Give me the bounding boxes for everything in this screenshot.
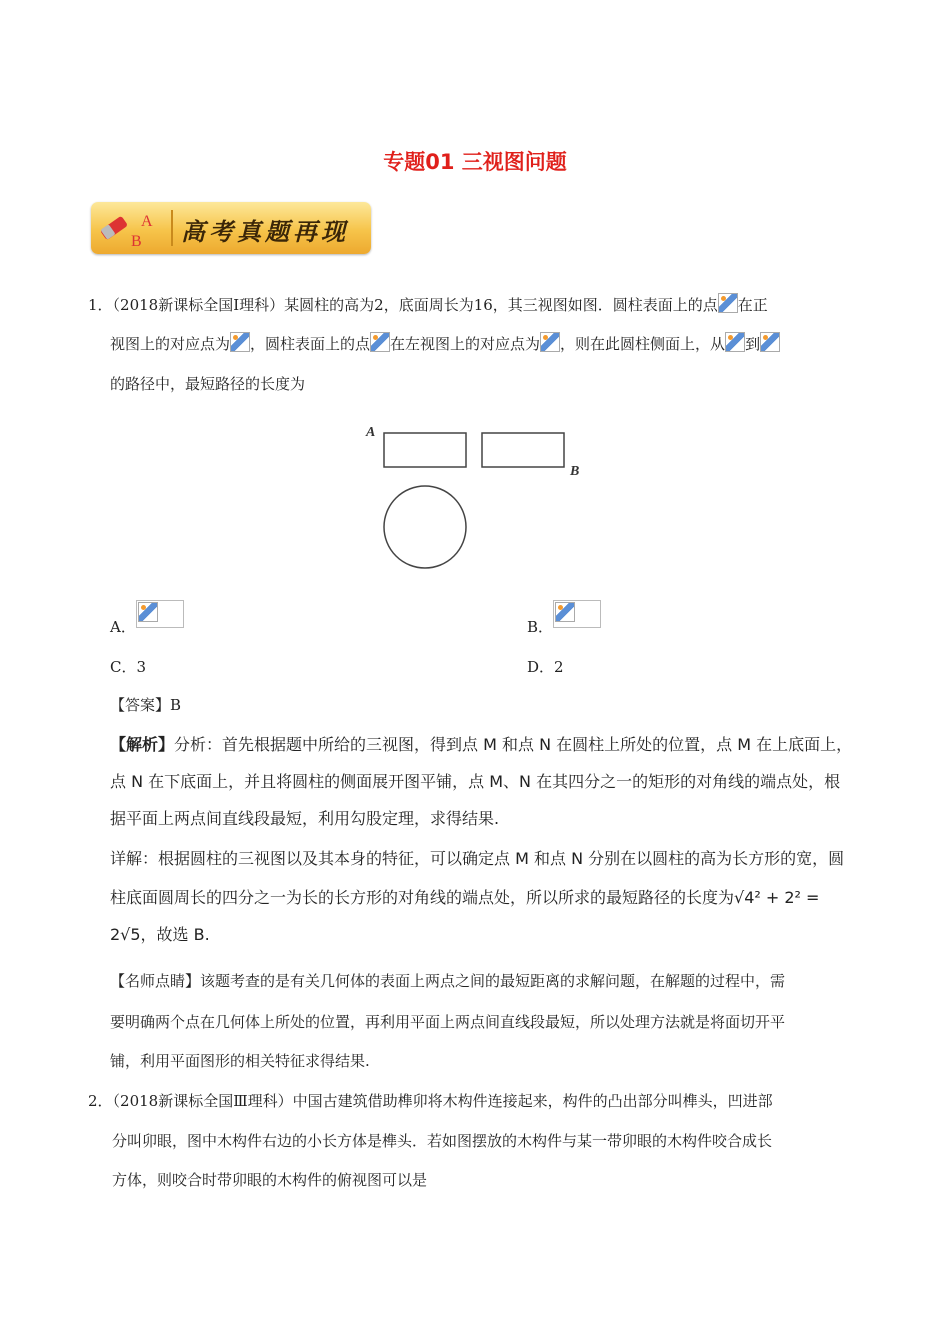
- side-view-rect: [482, 433, 564, 467]
- q1-line-2: 视图上的对应点为 ，圆柱表面上的点 在左视图上的对应点为 ，则在此圆柱侧面上，从 到: [110, 325, 780, 364]
- image-placeholder-icon: [555, 602, 575, 622]
- image-placeholder-icon: [138, 602, 158, 622]
- option-d[interactable]: D．2: [527, 658, 564, 676]
- q2-line-2: 分叫卯眼，图中木构件右边的小长方体是榫头．若如图摆放的木构件与某一带卯眼的木构件咬合成长: [112, 1132, 773, 1150]
- tip-line-2: 要明确两个点在几何体上所处的位置，再利用平面上两点间直线段最短，所以处理方法就是将面切开平: [110, 1013, 786, 1031]
- image-placeholder-icon: [725, 332, 745, 352]
- page-title: 专题01 三视图问题: [383, 150, 567, 174]
- option-a[interactable]: A．: [110, 600, 184, 647]
- q2-line-3: 方体，则咬合时带卯眼的木构件的俯视图可以是: [112, 1171, 428, 1189]
- front-view-rect: [384, 433, 466, 467]
- q2-line-1: 2．（2018新课标全国Ⅲ理科）中国古建筑借助榫卯将木构件连接起来，构件的凸出部分叫榫头，凹进部: [88, 1092, 773, 1110]
- badge-letter-a: A: [141, 213, 153, 230]
- analysis-line-6: 2√5，故选 B.: [110, 925, 210, 944]
- top-view-circle: [384, 486, 466, 568]
- analysis-line-2: 点 N 在下底面上，并且将圆柱的侧面展开图平铺，点 M、N 在其四分之一的矩形的对角线的端点处，根: [110, 772, 841, 791]
- banner-text: 高考真题再现: [181, 217, 349, 246]
- eraser-pencil-icon: [97, 206, 167, 250]
- option-b[interactable]: B．: [527, 600, 601, 647]
- analysis-line-1: 【解析】分析：首先根据题中所给的三视图，得到点 M 和点 N 在圆柱上所处的位置，点 M 在上底面上，: [110, 735, 853, 754]
- q1-line-1: 1．（2018新课标全国Ⅰ理科）某圆柱的高为2，底面周长为16，其三视图如图．圆柱表面上的点 在正: [88, 286, 768, 325]
- badge-letter-b: B: [131, 233, 142, 250]
- figure-label-a: A: [366, 425, 376, 440]
- image-placeholder-icon: [718, 293, 738, 313]
- image-placeholder-icon: [540, 332, 560, 352]
- image-placeholder-icon: [230, 332, 250, 352]
- tip-line-1: 【名师点睛】该题考查的是有关几何体的表面上两点之间的最短距离的求解问题，在解题的过程中，需: [110, 972, 786, 990]
- section-banner: [91, 202, 371, 254]
- analysis-line-5: 柱底面圆周长的四分之一为长的长方形的对角线的端点处，所以所求的最短路径的长度为√4² + 2² =: [110, 888, 820, 907]
- figure-label-b: B: [570, 464, 580, 479]
- banner-divider: [171, 210, 173, 246]
- option-c[interactable]: C．3: [110, 658, 147, 676]
- analysis-line-4: 详解：根据圆柱的三视图以及其本身的特征，可以确定点 M 和点 N 分别在以圆柱的高为长方形的宽，圆: [110, 849, 845, 868]
- image-placeholder-icon: [760, 332, 780, 352]
- image-placeholder-icon: [370, 332, 390, 352]
- three-view-figure: [360, 420, 590, 580]
- q1-line-3: 的路径中，最短路径的长度为: [110, 375, 306, 393]
- answer: 【答案】B: [110, 696, 182, 714]
- analysis-line-3: 据平面上两点间直线段最短，利用勾股定理，求得结果.: [110, 809, 500, 828]
- tip-line-3: 铺，利用平面图形的相关特征求得结果.: [110, 1052, 370, 1070]
